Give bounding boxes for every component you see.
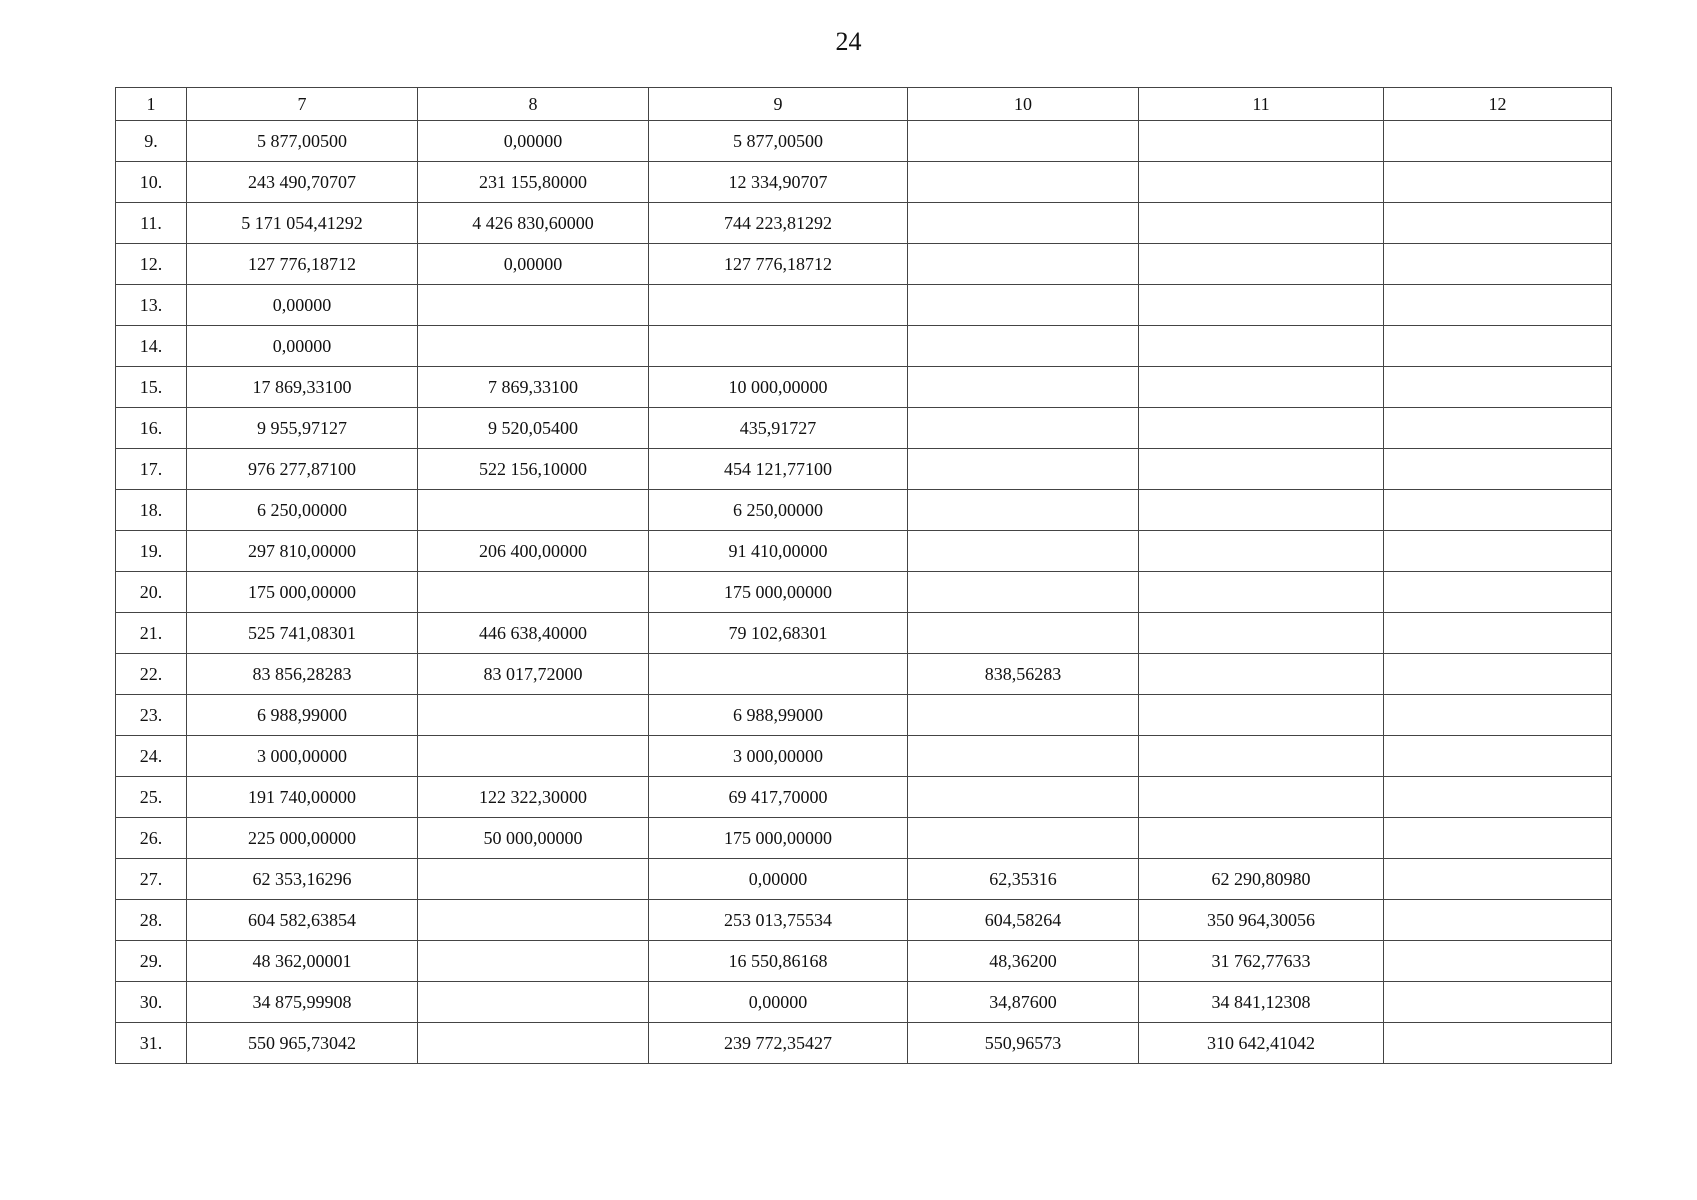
row-number-cell: 17. bbox=[116, 449, 187, 490]
table-cell: 231 155,80000 bbox=[418, 162, 649, 203]
table-cell: 0,00000 bbox=[187, 326, 418, 367]
table-row bbox=[116, 982, 1612, 1023]
table-cell: 175 000,00000 bbox=[187, 572, 418, 613]
table-row bbox=[116, 285, 1612, 326]
table-cell: 62,35316 bbox=[908, 859, 1139, 900]
table-cell bbox=[418, 982, 649, 1023]
table-cell bbox=[418, 490, 649, 531]
row-number-cell: 9. bbox=[116, 121, 187, 162]
table-cell bbox=[1139, 244, 1384, 285]
table-cell: 0,00000 bbox=[649, 859, 908, 900]
table-cell: 34 841,12308 bbox=[1139, 982, 1384, 1023]
table-cell bbox=[908, 777, 1139, 818]
table-cell: 83 856,28283 bbox=[187, 654, 418, 695]
table-row bbox=[116, 654, 1612, 695]
table-cell bbox=[1384, 982, 1612, 1023]
table-row bbox=[116, 572, 1612, 613]
table-cell: 435,91727 bbox=[649, 408, 908, 449]
table-cell: 5 877,00500 bbox=[649, 121, 908, 162]
table-cell: 6 988,99000 bbox=[187, 695, 418, 736]
table-cell: 350 964,30056 bbox=[1139, 900, 1384, 941]
row-number-cell: 13. bbox=[116, 285, 187, 326]
table-cell bbox=[1384, 613, 1612, 654]
data-table bbox=[115, 87, 1612, 1064]
table-row bbox=[116, 777, 1612, 818]
table-cell: 175 000,00000 bbox=[649, 572, 908, 613]
table-cell bbox=[1384, 449, 1612, 490]
table-cell bbox=[1139, 121, 1384, 162]
row-number-cell: 26. bbox=[116, 818, 187, 859]
table-cell bbox=[1139, 777, 1384, 818]
table-cell: 5 171 054,41292 bbox=[187, 203, 418, 244]
table-cell bbox=[908, 203, 1139, 244]
table-cell: 225 000,00000 bbox=[187, 818, 418, 859]
table-cell: 206 400,00000 bbox=[418, 531, 649, 572]
table-cell bbox=[1384, 859, 1612, 900]
row-number-cell: 30. bbox=[116, 982, 187, 1023]
table-cell bbox=[418, 1023, 649, 1064]
table-cell bbox=[1139, 162, 1384, 203]
table-cell bbox=[1384, 1023, 1612, 1064]
table-cell: 3 000,00000 bbox=[649, 736, 908, 777]
column-header: 8 bbox=[418, 88, 649, 121]
table-cell: 91 410,00000 bbox=[649, 531, 908, 572]
column-header: 12 bbox=[1384, 88, 1612, 121]
table-cell bbox=[1139, 367, 1384, 408]
table-cell: 253 013,75534 bbox=[649, 900, 908, 941]
row-number-cell: 10. bbox=[116, 162, 187, 203]
table-cell bbox=[908, 695, 1139, 736]
table-cell bbox=[418, 572, 649, 613]
table-row bbox=[116, 1023, 1612, 1064]
table-cell bbox=[1384, 531, 1612, 572]
table-cell bbox=[1384, 162, 1612, 203]
table-cell: 48,36200 bbox=[908, 941, 1139, 982]
table-cell bbox=[418, 941, 649, 982]
table-cell: 16 550,86168 bbox=[649, 941, 908, 982]
table-cell: 34,87600 bbox=[908, 982, 1139, 1023]
table-cell: 10 000,00000 bbox=[649, 367, 908, 408]
table-cell bbox=[418, 695, 649, 736]
table-cell bbox=[649, 326, 908, 367]
row-number-cell: 18. bbox=[116, 490, 187, 531]
table-row bbox=[116, 900, 1612, 941]
table-cell: 79 102,68301 bbox=[649, 613, 908, 654]
table-cell: 69 417,70000 bbox=[649, 777, 908, 818]
table-cell: 744 223,81292 bbox=[649, 203, 908, 244]
table-cell: 5 877,00500 bbox=[187, 121, 418, 162]
table-cell bbox=[908, 367, 1139, 408]
table-cell: 297 810,00000 bbox=[187, 531, 418, 572]
table-cell bbox=[1139, 695, 1384, 736]
table-cell: 838,56283 bbox=[908, 654, 1139, 695]
table-row bbox=[116, 449, 1612, 490]
table-cell: 446 638,40000 bbox=[418, 613, 649, 654]
table-cell bbox=[908, 285, 1139, 326]
table-cell: 175 000,00000 bbox=[649, 818, 908, 859]
row-number-cell: 12. bbox=[116, 244, 187, 285]
table-row bbox=[116, 695, 1612, 736]
table-cell: 0,00000 bbox=[418, 121, 649, 162]
table-cell: 604 582,63854 bbox=[187, 900, 418, 941]
table-cell bbox=[908, 818, 1139, 859]
table-cell bbox=[908, 490, 1139, 531]
table-cell: 6 250,00000 bbox=[187, 490, 418, 531]
table-cell bbox=[1139, 490, 1384, 531]
row-number-cell: 19. bbox=[116, 531, 187, 572]
table-header bbox=[116, 88, 1612, 121]
column-header: 1 bbox=[116, 88, 187, 121]
table-row bbox=[116, 941, 1612, 982]
table-cell: 34 875,99908 bbox=[187, 982, 418, 1023]
table-cell: 122 322,30000 bbox=[418, 777, 649, 818]
table-cell: 127 776,18712 bbox=[187, 244, 418, 285]
table-cell: 3 000,00000 bbox=[187, 736, 418, 777]
table-cell: 12 334,90707 bbox=[649, 162, 908, 203]
row-number-cell: 27. bbox=[116, 859, 187, 900]
table-cell bbox=[1384, 285, 1612, 326]
table-cell: 62 290,80980 bbox=[1139, 859, 1384, 900]
table-cell bbox=[908, 121, 1139, 162]
table-cell: 525 741,08301 bbox=[187, 613, 418, 654]
table-cell: 454 121,77100 bbox=[649, 449, 908, 490]
table-row bbox=[116, 203, 1612, 244]
table-cell bbox=[908, 162, 1139, 203]
table-row bbox=[116, 736, 1612, 777]
table-cell bbox=[908, 736, 1139, 777]
table-cell: 243 490,70707 bbox=[187, 162, 418, 203]
table-cell bbox=[1139, 326, 1384, 367]
row-number-cell: 11. bbox=[116, 203, 187, 244]
column-header: 11 bbox=[1139, 88, 1384, 121]
table-cell: 83 017,72000 bbox=[418, 654, 649, 695]
page-number: 24 bbox=[835, 27, 862, 56]
table-row bbox=[116, 244, 1612, 285]
table-cell bbox=[1384, 203, 1612, 244]
table-cell: 239 772,35427 bbox=[649, 1023, 908, 1064]
table-cell: 310 642,41042 bbox=[1139, 1023, 1384, 1064]
table-cell bbox=[418, 285, 649, 326]
table-cell bbox=[1384, 572, 1612, 613]
table-cell bbox=[1139, 818, 1384, 859]
table-cell bbox=[908, 326, 1139, 367]
row-number-cell: 31. bbox=[116, 1023, 187, 1064]
table-cell: 6 988,99000 bbox=[649, 695, 908, 736]
table-cell: 7 869,33100 bbox=[418, 367, 649, 408]
table-cell bbox=[1384, 818, 1612, 859]
table-cell bbox=[1139, 654, 1384, 695]
row-number-cell: 29. bbox=[116, 941, 187, 982]
table-row bbox=[116, 490, 1612, 531]
table-cell: 17 869,33100 bbox=[187, 367, 418, 408]
table-row bbox=[116, 326, 1612, 367]
table-row bbox=[116, 162, 1612, 203]
table-cell bbox=[1384, 408, 1612, 449]
table-cell bbox=[1139, 203, 1384, 244]
table-cell bbox=[1139, 408, 1384, 449]
table-cell bbox=[1139, 572, 1384, 613]
table-cell: 191 740,00000 bbox=[187, 777, 418, 818]
table-row bbox=[116, 367, 1612, 408]
row-number-cell: 16. bbox=[116, 408, 187, 449]
table-cell: 976 277,87100 bbox=[187, 449, 418, 490]
row-number-cell: 25. bbox=[116, 777, 187, 818]
table-cell bbox=[1384, 941, 1612, 982]
table-cell: 9 955,97127 bbox=[187, 408, 418, 449]
row-number-cell: 28. bbox=[116, 900, 187, 941]
table-cell: 31 762,77633 bbox=[1139, 941, 1384, 982]
table-cell bbox=[908, 449, 1139, 490]
row-number-cell: 24. bbox=[116, 736, 187, 777]
table-cell bbox=[1384, 490, 1612, 531]
table-cell: 62 353,16296 bbox=[187, 859, 418, 900]
table-cell bbox=[908, 613, 1139, 654]
header-row bbox=[116, 88, 1612, 121]
table-cell bbox=[1139, 449, 1384, 490]
table-cell: 0,00000 bbox=[418, 244, 649, 285]
table-cell bbox=[908, 244, 1139, 285]
column-header: 9 bbox=[649, 88, 908, 121]
table-cell bbox=[1384, 695, 1612, 736]
table-cell bbox=[908, 408, 1139, 449]
table-cell: 604,58264 bbox=[908, 900, 1139, 941]
column-header: 10 bbox=[908, 88, 1139, 121]
row-number-cell: 20. bbox=[116, 572, 187, 613]
row-number-cell: 14. bbox=[116, 326, 187, 367]
table-cell: 127 776,18712 bbox=[649, 244, 908, 285]
table-cell bbox=[908, 572, 1139, 613]
table-row bbox=[116, 408, 1612, 449]
table-cell bbox=[418, 326, 649, 367]
table-cell: 550 965,73042 bbox=[187, 1023, 418, 1064]
table-cell bbox=[1139, 531, 1384, 572]
table-cell bbox=[1384, 121, 1612, 162]
table-cell: 0,00000 bbox=[187, 285, 418, 326]
table-cell bbox=[418, 736, 649, 777]
table-cell bbox=[649, 285, 908, 326]
table-cell bbox=[1384, 900, 1612, 941]
table-cell bbox=[908, 531, 1139, 572]
table-body bbox=[116, 121, 1612, 1064]
row-number-cell: 22. bbox=[116, 654, 187, 695]
row-number-cell: 23. bbox=[116, 695, 187, 736]
table-cell: 9 520,05400 bbox=[418, 408, 649, 449]
column-header: 7 bbox=[187, 88, 418, 121]
table-cell bbox=[418, 859, 649, 900]
table-cell bbox=[1384, 326, 1612, 367]
table-cell bbox=[1139, 613, 1384, 654]
table-row bbox=[116, 613, 1612, 654]
table-cell: 0,00000 bbox=[649, 982, 908, 1023]
table-cell: 50 000,00000 bbox=[418, 818, 649, 859]
table-cell bbox=[418, 900, 649, 941]
table-cell bbox=[1384, 777, 1612, 818]
table-cell bbox=[1384, 654, 1612, 695]
table-cell: 4 426 830,60000 bbox=[418, 203, 649, 244]
table-cell bbox=[1139, 736, 1384, 777]
table-cell: 522 156,10000 bbox=[418, 449, 649, 490]
table-cell bbox=[1384, 244, 1612, 285]
table-cell bbox=[1384, 736, 1612, 777]
table-row bbox=[116, 121, 1612, 162]
table-cell bbox=[1384, 367, 1612, 408]
table-cell bbox=[649, 654, 908, 695]
row-number-cell: 15. bbox=[116, 367, 187, 408]
table-cell: 48 362,00001 bbox=[187, 941, 418, 982]
table-cell bbox=[1139, 285, 1384, 326]
row-number-cell: 21. bbox=[116, 613, 187, 654]
table-row bbox=[116, 818, 1612, 859]
table-row bbox=[116, 859, 1612, 900]
table-cell: 550,96573 bbox=[908, 1023, 1139, 1064]
table-row bbox=[116, 531, 1612, 572]
table-cell: 6 250,00000 bbox=[649, 490, 908, 531]
